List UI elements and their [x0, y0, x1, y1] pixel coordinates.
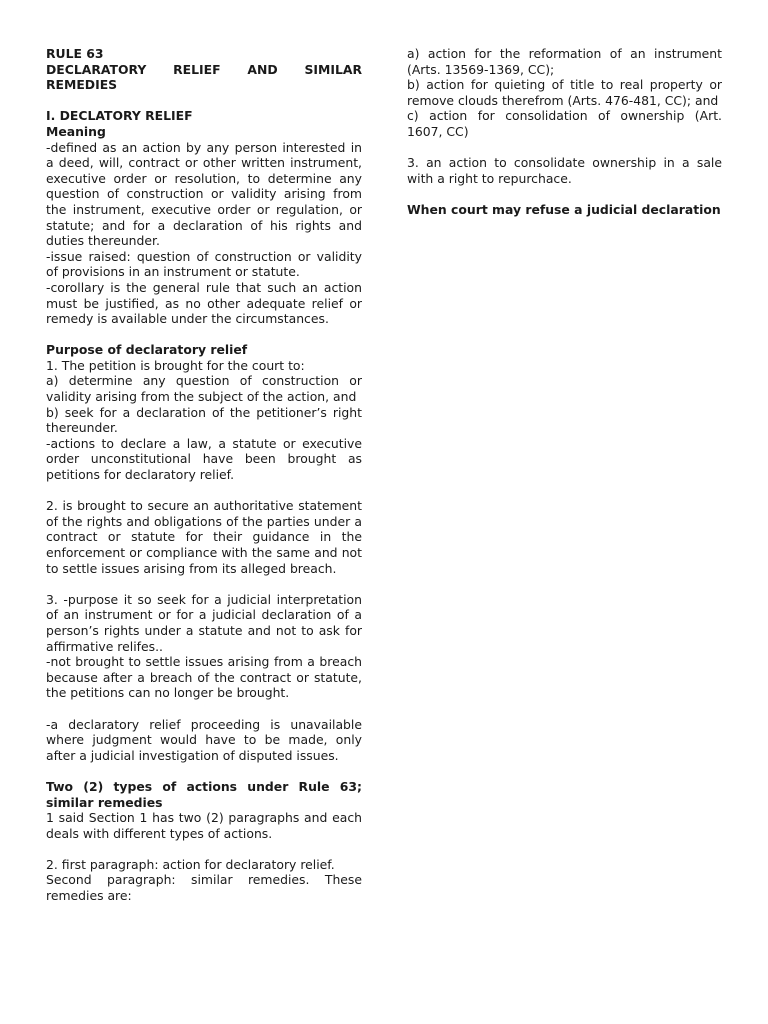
rule-title-line2: REMEDIES	[46, 77, 118, 93]
meaning-paragraph: -issue raised: question of construction or validity of provisions in an instrument or statute.	[46, 248, 362, 280]
types-heading: Two (2) types of actions under Rule 63; similar remedies	[46, 778, 362, 810]
remedy-item: c) action for consolidation of ownership (Art. 1607, CC)	[407, 108, 722, 139]
left-column	[46, 46, 362, 904]
remedy-item: a) action for the reformation of an instrument (Arts. 13569-1369, CC);	[407, 46, 722, 77]
purpose-paragraph: 1. The petition is brought for the court to:	[46, 357, 305, 373]
right-column	[407, 46, 722, 218]
meaning-paragraph: -defined as an action by any person interested in a deed, will, contract or other written instrument, executive order or resolution, to determine any question of construction or validity arising from the instrument, executive order or regulation, or statute; and for a declaration of his rights and duties thereunder.	[46, 139, 362, 249]
rule-title-line1: DECLARATORY RELIEF AND SIMILAR	[46, 61, 362, 77]
meaning-paragraph: -corollary is the general rule that such an action must be justified, as no other adequate relief or remedy is available under the circumstances.	[46, 279, 362, 327]
meaning-heading: Meaning	[46, 123, 106, 139]
purpose-paragraph: b) seek for a declaration of the petitioner’s right thereunder.	[46, 404, 362, 436]
types-paragraph: Second paragraph: similar remedies. These remedies are:	[46, 872, 362, 904]
remedy-item: 3. an action to consolidate ownership in a sale with a right to repurchace.	[407, 155, 722, 186]
purpose-paragraph: 2. is brought to secure an authoritative statement of the rights and obligations of the parties under a contract or statute for their guidance in the enforcement or compliance with the same and not to settle issues arising from its alleged breach.	[46, 498, 362, 576]
section-heading: I. DECLATORY RELIEF	[46, 108, 193, 124]
purpose-paragraph: 3. -purpose it so seek for a judicial interpretation of an instrument or for a judicial declaration of a person’s rights under a statute and not to ask for affirmative relifes..	[46, 591, 362, 654]
purpose-paragraph: a) determine any question of construction or validity arising from the subject of the action, and	[46, 373, 362, 405]
types-paragraph: 1 said Section 1 has two (2) paragraphs and each deals with different types of actions.	[46, 810, 362, 841]
purpose-paragraph: -actions to declare a law, a statute or executive order unconstitutional have been brought as petitions for declaratory relief.	[46, 435, 362, 483]
purpose-paragraph: -not brought to settle issues arising from a breach because after a breach of the contract or statute, the petitions can no longer be brought.	[46, 654, 362, 701]
remedy-item: b) action for quieting of title to real property or remove clouds therefrom (Arts. 476-481, CC); and	[407, 77, 722, 108]
rule-number: RULE 63	[46, 46, 104, 61]
purpose-heading: Purpose of declaratory relief	[46, 342, 248, 358]
purpose-paragraph: -a declaratory relief proceeding is unavailable where judgment would have to be made, only after a judicial investigation of disputed issues.	[46, 716, 362, 763]
types-paragraph: 2. first paragraph: action for declaratory relief.	[46, 856, 335, 872]
refuse-heading: When court may refuse a judicial declaration	[407, 201, 721, 217]
